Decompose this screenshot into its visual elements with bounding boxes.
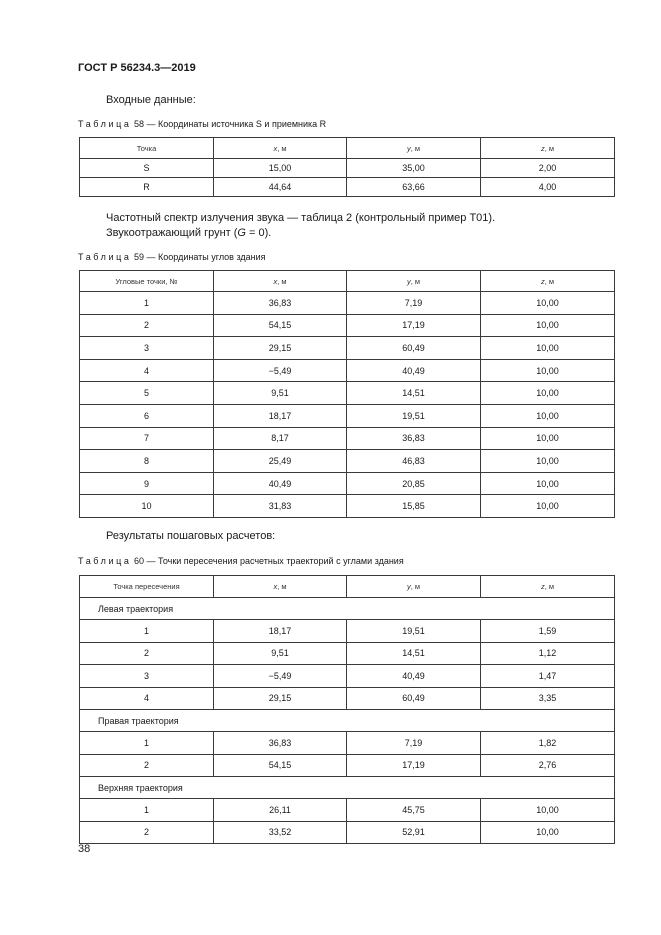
table60 bbox=[79, 575, 615, 844]
table-row bbox=[80, 178, 615, 197]
table-row bbox=[80, 450, 615, 473]
table60-cell: 14,51 bbox=[347, 642, 481, 665]
table60-cell: 19,51 bbox=[347, 620, 481, 643]
table60-group-right: Правая траектория bbox=[80, 710, 615, 732]
table60-cell: 1 bbox=[80, 620, 214, 643]
table60-header-x: x, м bbox=[214, 576, 347, 598]
table58-header-y: y, м bbox=[347, 138, 481, 159]
table60-cell: 1,12 bbox=[481, 642, 615, 665]
table59-cell: 25,49 bbox=[214, 450, 347, 473]
table59-cell: 2 bbox=[80, 314, 214, 337]
table60-group-top: Верхняя траектория bbox=[80, 777, 615, 799]
table59-cell: 7,19 bbox=[347, 292, 481, 315]
table58 bbox=[79, 137, 615, 197]
table59-cell: 10,00 bbox=[481, 450, 615, 473]
table59-cell: 1 bbox=[80, 292, 214, 315]
spectrum-note: Частотный спектр излучения звука — таблица 2 (контрольный пример Т01). bbox=[106, 212, 496, 224]
table-row bbox=[80, 292, 615, 315]
table60-header-z: z, м bbox=[481, 576, 615, 598]
table60-cell: 7,19 bbox=[347, 732, 481, 755]
table59-cell: 10,00 bbox=[481, 472, 615, 495]
table59-cell: 10,00 bbox=[481, 292, 615, 315]
table-row bbox=[80, 732, 615, 755]
table-row bbox=[80, 642, 615, 665]
table-row bbox=[80, 495, 615, 518]
table58-header-z: z, м bbox=[481, 138, 615, 159]
table59-cell: 15,85 bbox=[347, 495, 481, 518]
table-row bbox=[80, 359, 615, 382]
table-row bbox=[80, 382, 615, 405]
table59-cell: 10,00 bbox=[481, 337, 615, 360]
table58-caption-prefix: Таблица bbox=[78, 119, 132, 129]
table59-cell: 31,83 bbox=[214, 495, 347, 518]
table60-cell: 54,15 bbox=[214, 754, 347, 777]
table-row bbox=[80, 821, 615, 844]
table60-cell: 26,11 bbox=[214, 799, 347, 822]
table58-cell: 4,00 bbox=[481, 178, 615, 197]
table59-cell: 10,00 bbox=[481, 382, 615, 405]
table59-caption-prefix: Таблица bbox=[78, 252, 132, 262]
table59-cell: 4 bbox=[80, 359, 214, 382]
table58-cell: S bbox=[80, 159, 214, 178]
page-number: 38 bbox=[78, 843, 91, 855]
table60-group-left: Левая траектория bbox=[80, 598, 615, 620]
table59-cell: 10,00 bbox=[481, 359, 615, 382]
table58-caption bbox=[78, 119, 326, 129]
table-row bbox=[80, 337, 615, 360]
table59-cell: 17,19 bbox=[347, 314, 481, 337]
table59-cell: 8 bbox=[80, 450, 214, 473]
table59-header-corner: Угловые точки, № bbox=[80, 271, 214, 292]
table58-cell: 35,00 bbox=[347, 159, 481, 178]
table60-cell: 60,49 bbox=[347, 687, 481, 710]
table60-cell: 2 bbox=[80, 821, 214, 844]
table60-cell: 4 bbox=[80, 687, 214, 710]
table58-cell: 63,66 bbox=[347, 178, 481, 197]
table60-cell: 45,75 bbox=[347, 799, 481, 822]
table60-header-point: Точка пересечения bbox=[80, 576, 214, 598]
table60-cell: 2 bbox=[80, 642, 214, 665]
table-row bbox=[80, 620, 615, 643]
table59-cell: 54,15 bbox=[214, 314, 347, 337]
table59-cell: 9,51 bbox=[214, 382, 347, 405]
table60-cell: 17,19 bbox=[347, 754, 481, 777]
table59-cell: 36,83 bbox=[214, 292, 347, 315]
table-row bbox=[80, 472, 615, 495]
table60-group-row bbox=[80, 777, 615, 799]
table60-cell: 9,51 bbox=[214, 642, 347, 665]
table59-cell: 10 bbox=[80, 495, 214, 518]
table59-header-row bbox=[80, 271, 615, 292]
table60-group-row bbox=[80, 598, 615, 620]
table59-cell: 14,51 bbox=[347, 382, 481, 405]
table59-cell: 6 bbox=[80, 404, 214, 427]
table59-cell: 60,49 bbox=[347, 337, 481, 360]
table59-cell: 46,83 bbox=[347, 450, 481, 473]
table60-cell: −5,49 bbox=[214, 665, 347, 688]
table60-header-row bbox=[80, 576, 615, 598]
table60-cell: 1,47 bbox=[481, 665, 615, 688]
standard-number: ГОСТ Р 56234.3—2019 bbox=[78, 62, 196, 74]
table58-cell: 15,00 bbox=[214, 159, 347, 178]
table60-cell: 3,35 bbox=[481, 687, 615, 710]
table59-cell: 10,00 bbox=[481, 495, 615, 518]
table59-cell: 19,51 bbox=[347, 404, 481, 427]
table60-cell: 3 bbox=[80, 665, 214, 688]
table59-header-x: x, м bbox=[214, 271, 347, 292]
table60-cell: 40,49 bbox=[347, 665, 481, 688]
table58-cell: 2,00 bbox=[481, 159, 615, 178]
table58-caption-text: 58 — Координаты источника S и приемника R bbox=[134, 119, 327, 129]
table60-cell: 10,00 bbox=[481, 821, 615, 844]
table60-cell: 1 bbox=[80, 732, 214, 755]
table60-cell: 36,83 bbox=[214, 732, 347, 755]
table59-cell: 9 bbox=[80, 472, 214, 495]
table59-caption bbox=[78, 252, 266, 262]
table59-cell: 40,49 bbox=[347, 359, 481, 382]
table-row bbox=[80, 665, 615, 688]
table58-header-row bbox=[80, 138, 615, 159]
table60-cell: 1,82 bbox=[481, 732, 615, 755]
table60-caption-prefix: Таблица bbox=[78, 556, 132, 566]
table60-cell: 33,52 bbox=[214, 821, 347, 844]
table59-cell: 10,00 bbox=[481, 427, 615, 450]
table60-cell: 10,00 bbox=[481, 799, 615, 822]
table-row bbox=[80, 427, 615, 450]
table58-header-x: x, м bbox=[214, 138, 347, 159]
table59-cell: 5 bbox=[80, 382, 214, 405]
table-row bbox=[80, 754, 615, 777]
table59-cell: 10,00 bbox=[481, 314, 615, 337]
table60-cell: 1,59 bbox=[481, 620, 615, 643]
table-row bbox=[80, 799, 615, 822]
table59-header-y: y, м bbox=[347, 271, 481, 292]
table60-cell: 29,15 bbox=[214, 687, 347, 710]
table59-cell: −5,49 bbox=[214, 359, 347, 382]
table60-caption-text: 60 — Точки пересечения расчетных траекторий с углами здания bbox=[134, 556, 404, 566]
table59-cell: 36,83 bbox=[347, 427, 481, 450]
table59-cell: 3 bbox=[80, 337, 214, 360]
table59-cell: 20,85 bbox=[347, 472, 481, 495]
table59-cell: 40,49 bbox=[214, 472, 347, 495]
table59-cell: 8,17 bbox=[214, 427, 347, 450]
table60-cell: 2,76 bbox=[481, 754, 615, 777]
table60-cell: 1 bbox=[80, 799, 214, 822]
table60-header-y: y, м bbox=[347, 576, 481, 598]
table-row bbox=[80, 687, 615, 710]
table59-cell: 10,00 bbox=[481, 404, 615, 427]
table60-caption bbox=[78, 556, 404, 566]
ground-note: Звукоотражающий грунт (G = 0). bbox=[106, 227, 272, 239]
table-row bbox=[80, 404, 615, 427]
table59 bbox=[79, 270, 615, 518]
table58-cell: 44,64 bbox=[214, 178, 347, 197]
table58-header-point: Точка bbox=[80, 138, 214, 159]
table-row bbox=[80, 159, 615, 178]
table-row bbox=[80, 314, 615, 337]
table59-cell: 7 bbox=[80, 427, 214, 450]
table59-header-z: z, м bbox=[481, 271, 615, 292]
results-heading: Результаты пошаговых расчетов: bbox=[106, 530, 276, 542]
table59-cell: 29,15 bbox=[214, 337, 347, 360]
table60-cell: 52,91 bbox=[347, 821, 481, 844]
table58-cell: R bbox=[80, 178, 214, 197]
table59-caption-text: 59 — Координаты углов здания bbox=[134, 252, 266, 262]
input-data-heading: Входные данные: bbox=[106, 94, 196, 106]
table60-cell: 2 bbox=[80, 754, 214, 777]
table59-cell: 18,17 bbox=[214, 404, 347, 427]
table60-group-row bbox=[80, 710, 615, 732]
table60-cell: 18,17 bbox=[214, 620, 347, 643]
